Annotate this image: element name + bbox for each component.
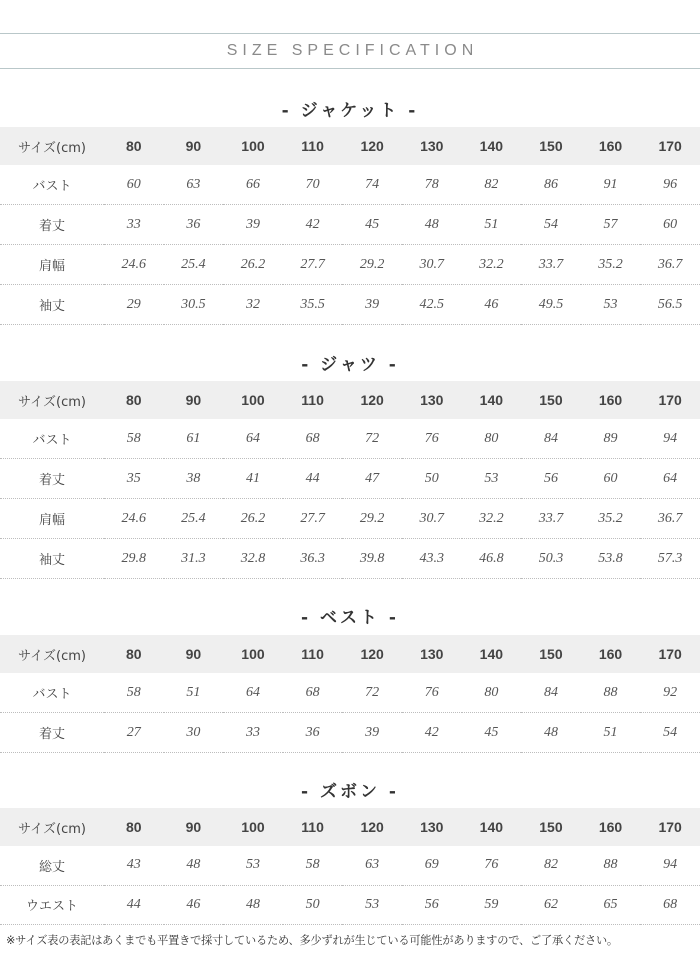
measurement-cell: 24.6 (104, 245, 164, 285)
table-row (0, 673, 700, 713)
measurement-cell: 74 (342, 165, 402, 205)
measurement-cell: 88 (581, 673, 641, 713)
measurement-cell: 50 (283, 885, 343, 925)
size-header-cell: 100 (223, 127, 283, 165)
measurement-cell: 29.2 (342, 245, 402, 285)
section-title: - ジャケット - (281, 101, 419, 121)
measurement-cell: 42.5 (402, 285, 462, 325)
measurement-cell: 39 (342, 285, 402, 325)
size-header-cell: 100 (223, 635, 283, 673)
measurement-cell: 89 (581, 419, 641, 459)
measurement-cell: 54 (521, 205, 581, 245)
size-header-cell: 90 (164, 127, 224, 165)
size-header-cell: 80 (104, 635, 164, 673)
size-header-cell: 120 (342, 127, 402, 165)
size-header-label: サイズ(cm) (0, 381, 104, 419)
measurement-cell: 76 (402, 673, 462, 713)
measurement-cell: 39 (342, 713, 402, 753)
size-header-cell: 140 (462, 808, 522, 846)
measurement-cell: 61 (164, 419, 224, 459)
measurement-cell: 78 (402, 165, 462, 205)
measurement-cell: 80 (462, 419, 522, 459)
measurement-cell: 53 (581, 285, 641, 325)
measurement-cell: 26.2 (223, 499, 283, 539)
table-row (0, 285, 700, 325)
measurement-cell: 48 (521, 713, 581, 753)
measurement-cell: 35 (104, 459, 164, 499)
measurement-cell: 59 (462, 885, 522, 925)
size-header-cell: 90 (164, 808, 224, 846)
section-title: - ズボン - (301, 782, 399, 802)
table-row (0, 419, 700, 459)
size-header-label: サイズ(cm) (0, 808, 104, 846)
measurement-cell: 44 (104, 885, 164, 925)
measurement-cell: 51 (581, 713, 641, 753)
measurement-cell: 56.5 (640, 285, 700, 325)
row-label: 着丈 (0, 205, 104, 245)
size-header-cell: 160 (581, 127, 641, 165)
measurement-cell: 24.6 (104, 499, 164, 539)
measurement-cell: 50 (402, 459, 462, 499)
measurement-cell: 46 (164, 885, 224, 925)
measurement-cell: 72 (342, 419, 402, 459)
measurement-cell: 60 (640, 205, 700, 245)
measurement-cell: 88 (581, 846, 641, 885)
measurement-cell: 57.3 (640, 539, 700, 579)
table-header-row (0, 127, 700, 165)
measurement-cell: 25.4 (164, 499, 224, 539)
measurement-cell: 60 (581, 459, 641, 499)
size-header-cell: 120 (342, 381, 402, 419)
row-label: バスト (0, 673, 104, 713)
measurement-cell: 51 (164, 673, 224, 713)
measurement-cell: 33 (223, 713, 283, 753)
row-label: バスト (0, 419, 104, 459)
measurement-cell: 56 (402, 885, 462, 925)
measurement-cell: 32.8 (223, 539, 283, 579)
size-table (0, 381, 700, 579)
measurement-cell: 41 (223, 459, 283, 499)
measurement-cell: 68 (283, 419, 343, 459)
section-title: - ジャツ - (301, 355, 399, 375)
measurement-cell: 36 (283, 713, 343, 753)
measurement-cell: 35.5 (283, 285, 343, 325)
measurement-cell: 25.4 (164, 245, 224, 285)
measurement-cell: 42 (402, 713, 462, 753)
size-header-label: サイズ(cm) (0, 635, 104, 673)
table-row (0, 245, 700, 285)
measurement-cell: 62 (521, 885, 581, 925)
size-header-cell: 170 (640, 635, 700, 673)
measurement-cell: 44 (283, 459, 343, 499)
measurement-cell: 39 (223, 205, 283, 245)
size-header-cell: 130 (402, 381, 462, 419)
row-label: 肩幅 (0, 499, 104, 539)
size-header-cell: 140 (462, 127, 522, 165)
measurement-cell: 29.8 (104, 539, 164, 579)
measurement-cell: 82 (521, 846, 581, 885)
size-table (0, 808, 700, 925)
measurement-cell: 76 (462, 846, 522, 885)
size-table (0, 635, 700, 753)
section-title: - ベスト - (301, 608, 399, 628)
size-header-cell: 110 (283, 635, 343, 673)
measurement-cell: 32.2 (462, 245, 522, 285)
table-row (0, 459, 700, 499)
measurement-cell: 53 (342, 885, 402, 925)
measurement-cell: 91 (581, 165, 641, 205)
measurement-cell: 51 (462, 205, 522, 245)
row-label: 袖丈 (0, 285, 104, 325)
measurement-cell: 94 (640, 846, 700, 885)
measurement-cell: 86 (521, 165, 581, 205)
measurement-cell: 50.3 (521, 539, 581, 579)
measurement-cell: 58 (283, 846, 343, 885)
measurement-cell: 42 (283, 205, 343, 245)
measurement-cell: 68 (283, 673, 343, 713)
measurement-cell: 53.8 (581, 539, 641, 579)
row-label: 総丈 (0, 846, 104, 885)
measurement-cell: 47 (342, 459, 402, 499)
size-header-cell: 80 (104, 381, 164, 419)
size-header-cell: 90 (164, 381, 224, 419)
measurement-cell: 70 (283, 165, 343, 205)
size-header-cell: 130 (402, 635, 462, 673)
measurement-cell: 72 (342, 673, 402, 713)
measurement-cell: 33.7 (521, 499, 581, 539)
measurement-cell: 45 (462, 713, 522, 753)
size-header-label: サイズ(cm) (0, 127, 104, 165)
footnote: ※サイズ表の表記はあくまでも平置きで採寸しているため、多少ずれが生じている可能性がありますので、ご了承ください。 (6, 934, 618, 947)
measurement-cell: 53 (223, 846, 283, 885)
measurement-cell: 36.7 (640, 499, 700, 539)
measurement-cell: 46.8 (462, 539, 522, 579)
measurement-cell: 45 (342, 205, 402, 245)
size-header-cell: 160 (581, 808, 641, 846)
size-header-cell: 90 (164, 635, 224, 673)
measurement-cell: 48 (223, 885, 283, 925)
size-header-cell: 110 (283, 127, 343, 165)
measurement-cell: 64 (640, 459, 700, 499)
measurement-cell: 53 (462, 459, 522, 499)
measurement-cell: 36.3 (283, 539, 343, 579)
measurement-cell: 46 (462, 285, 522, 325)
size-header-cell: 140 (462, 381, 522, 419)
row-label: 袖丈 (0, 539, 104, 579)
size-header-cell: 160 (581, 381, 641, 419)
row-label: 着丈 (0, 459, 104, 499)
table-row (0, 846, 700, 885)
measurement-cell: 30.7 (402, 245, 462, 285)
measurement-cell: 64 (223, 673, 283, 713)
measurement-cell: 58 (104, 419, 164, 459)
measurement-cell: 69 (402, 846, 462, 885)
measurement-cell: 33 (104, 205, 164, 245)
measurement-cell: 56 (521, 459, 581, 499)
measurement-cell: 66 (223, 165, 283, 205)
measurement-cell: 43.3 (402, 539, 462, 579)
measurement-cell: 82 (462, 165, 522, 205)
measurement-cell: 68 (640, 885, 700, 925)
table-row (0, 539, 700, 579)
measurement-cell: 29 (104, 285, 164, 325)
size-header-cell: 170 (640, 127, 700, 165)
measurement-cell: 32 (223, 285, 283, 325)
size-header-cell: 110 (283, 381, 343, 419)
size-header-cell: 130 (402, 808, 462, 846)
table-header-row (0, 635, 700, 673)
measurement-cell: 57 (581, 205, 641, 245)
row-label: 肩幅 (0, 245, 104, 285)
table-header-row (0, 381, 700, 419)
row-label: 着丈 (0, 713, 104, 753)
measurement-cell: 63 (164, 165, 224, 205)
measurement-cell: 32.2 (462, 499, 522, 539)
measurement-cell: 38 (164, 459, 224, 499)
measurement-cell: 26.2 (223, 245, 283, 285)
size-header-cell: 140 (462, 635, 522, 673)
size-header-cell: 160 (581, 635, 641, 673)
measurement-cell: 27.7 (283, 245, 343, 285)
measurement-cell: 58 (104, 673, 164, 713)
table-row (0, 165, 700, 205)
page-title: SIZE SPECIFICATION (226, 42, 479, 59)
table-row (0, 885, 700, 925)
measurement-cell: 92 (640, 673, 700, 713)
measurement-cell: 35.2 (581, 499, 641, 539)
size-header-cell: 80 (104, 127, 164, 165)
size-header-cell: 110 (283, 808, 343, 846)
size-header-cell: 150 (521, 635, 581, 673)
size-header-cell: 120 (342, 808, 402, 846)
size-header-cell: 150 (521, 127, 581, 165)
measurement-cell: 30.5 (164, 285, 224, 325)
measurement-cell: 96 (640, 165, 700, 205)
measurement-cell: 84 (521, 419, 581, 459)
measurement-cell: 35.2 (581, 245, 641, 285)
size-header-cell: 170 (640, 381, 700, 419)
page-header (0, 33, 700, 69)
measurement-cell: 48 (402, 205, 462, 245)
measurement-cell: 30.7 (402, 499, 462, 539)
measurement-cell: 36.7 (640, 245, 700, 285)
size-header-cell: 130 (402, 127, 462, 165)
measurement-cell: 60 (104, 165, 164, 205)
size-header-cell: 100 (223, 381, 283, 419)
size-header-cell: 150 (521, 808, 581, 846)
measurement-cell: 31.3 (164, 539, 224, 579)
size-header-cell: 150 (521, 381, 581, 419)
row-label: バスト (0, 165, 104, 205)
table-row (0, 205, 700, 245)
measurement-cell: 63 (342, 846, 402, 885)
measurement-cell: 30 (164, 713, 224, 753)
measurement-cell: 29.2 (342, 499, 402, 539)
measurement-cell: 76 (402, 419, 462, 459)
measurement-cell: 39.8 (342, 539, 402, 579)
size-header-cell: 100 (223, 808, 283, 846)
measurement-cell: 84 (521, 673, 581, 713)
measurement-cell: 27 (104, 713, 164, 753)
size-header-cell: 120 (342, 635, 402, 673)
table-row (0, 499, 700, 539)
size-table (0, 127, 700, 325)
measurement-cell: 65 (581, 885, 641, 925)
measurement-cell: 64 (223, 419, 283, 459)
measurement-cell: 94 (640, 419, 700, 459)
measurement-cell: 43 (104, 846, 164, 885)
row-label: ウエスト (0, 885, 104, 925)
measurement-cell: 48 (164, 846, 224, 885)
measurement-cell: 54 (640, 713, 700, 753)
measurement-cell: 27.7 (283, 499, 343, 539)
measurement-cell: 80 (462, 673, 522, 713)
table-row (0, 713, 700, 753)
size-header-cell: 80 (104, 808, 164, 846)
size-header-cell: 170 (640, 808, 700, 846)
measurement-cell: 33.7 (521, 245, 581, 285)
measurement-cell: 36 (164, 205, 224, 245)
measurement-cell: 49.5 (521, 285, 581, 325)
table-header-row (0, 808, 700, 846)
